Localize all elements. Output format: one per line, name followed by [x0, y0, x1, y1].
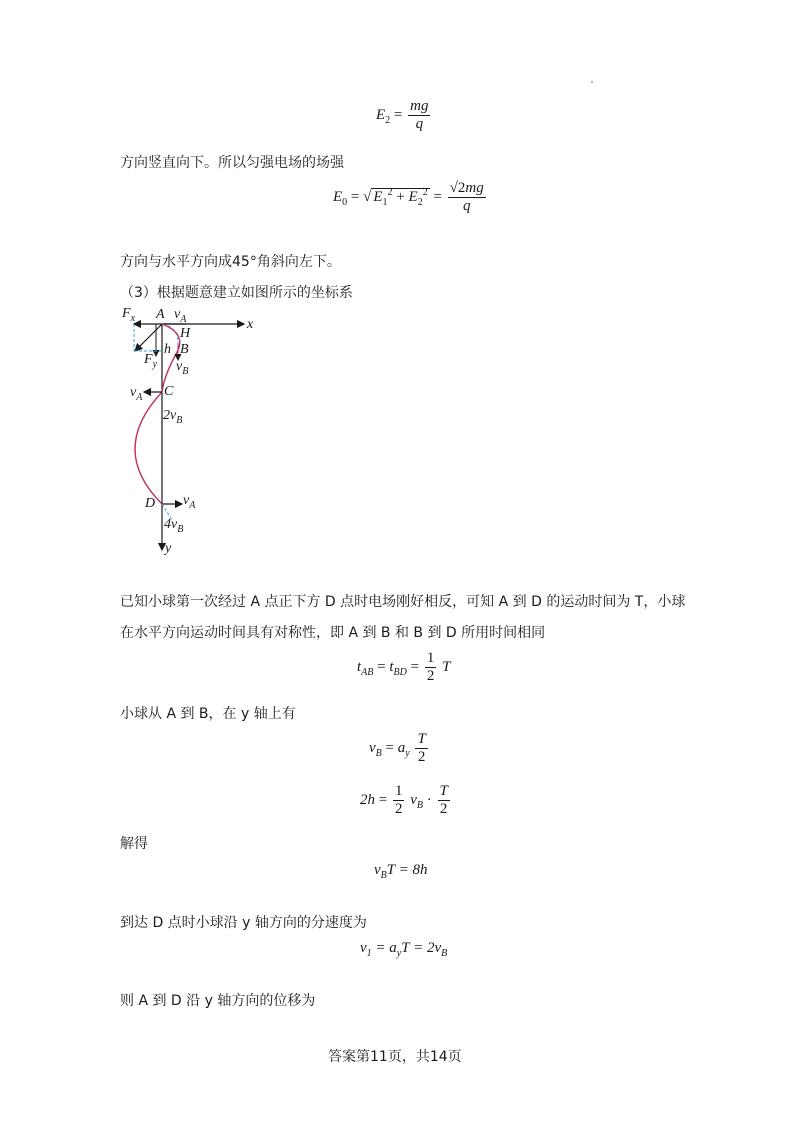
paragraph-6: 小球从 A 到 B，在 y 轴上有 — [120, 706, 296, 722]
label-vb: $v_B$ — [176, 359, 189, 377]
equation-time: $t_{AB} = t_{BD}$ = $\frac{1}{2}$ T — [357, 650, 451, 684]
label-y: y — [165, 541, 172, 556]
paragraph-4: 已知小球第一次经过 A 点正下方 D 点时电场刚好相反，可知 A 到 D 的运动时间为 T，小球 — [120, 594, 686, 610]
paragraph-5: 在水平方向运动时间具有对称性，即 A 到 B 和 B 到 D 所用时间相同 — [120, 625, 546, 641]
paragraph-2: 方向与水平方向成45°角斜向左下。 — [120, 254, 341, 270]
label-a: A — [156, 307, 165, 322]
resultant-force-arrow — [135, 324, 162, 351]
equation-e0: $E_0$ = √ $E_1^2 + E_2^2$ = $\frac{√2mg}{q}$ — [333, 180, 484, 214]
paragraph-9: 则 A 到 D 沿 y 轴方向的位移为 — [120, 993, 316, 1009]
page-footer: 答案第11页，共14页 — [328, 1049, 462, 1065]
paragraph-8: 到达 D 点时小球沿 y 轴方向的分速度为 — [120, 915, 367, 931]
label-4vb: $4v_B$ — [164, 517, 184, 535]
paragraph-7: 解得 — [120, 836, 148, 852]
label-x: x — [247, 317, 254, 332]
equation-vbt: $v_BT = 8h$ — [374, 862, 428, 881]
label-va-right: $v_A$ — [183, 493, 196, 511]
stray-dot — [591, 81, 593, 83]
label-d: D — [145, 496, 156, 511]
label-fx: $F_x$ — [122, 306, 136, 324]
paragraph-1: 方向竖直向下。所以匀强电场的场强 — [120, 155, 344, 171]
equation-2h: 2h = $\frac{1}{2}$ $v_B$ · $\frac{T}{2}$ — [360, 783, 448, 817]
label-va-top: $v_A$ — [174, 307, 187, 325]
label-va-left: $v_A$ — [130, 385, 143, 403]
label-c: C — [164, 384, 174, 399]
equation-vb: $v_B = a_y$ $\frac{T}{2}$ — [369, 731, 426, 765]
label-b: B — [180, 342, 189, 357]
equation-e2: $E_2$ = $\frac{mg}{q}$ — [376, 98, 429, 132]
label-2vb: $2v_B$ — [163, 408, 183, 426]
paragraph-3: （3）根据题意建立如图所示的坐标系 — [120, 285, 353, 301]
label-h-upper: H — [180, 326, 191, 341]
coordinate-figure — [120, 300, 270, 565]
label-h-lower: h — [164, 342, 171, 357]
equation-v1: $v_1 = a_yT = 2v_B$ — [360, 940, 448, 959]
label-fy: $F_y$ — [144, 352, 158, 370]
